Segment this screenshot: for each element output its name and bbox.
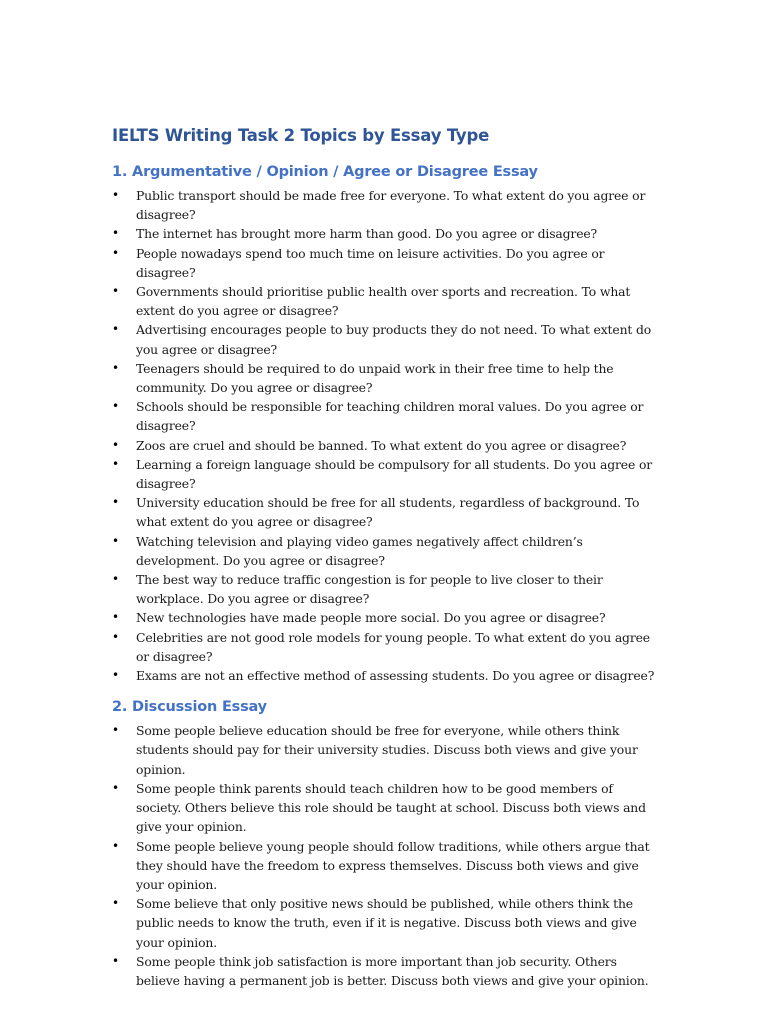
bullet-icon: • [112, 838, 119, 853]
bullet-icon: • [112, 495, 119, 510]
topic-list-argumentative [112, 186, 657, 685]
topic-text: Some believe that only positive news should be published, while others think the public needs to know the truth, even if it is negative. Discuss both views and give your opinion. [136, 896, 637, 950]
list-item [112, 779, 657, 837]
bullet-icon: • [112, 629, 119, 644]
list-item [112, 244, 657, 282]
list-item [112, 532, 657, 570]
topic-text: New technologies have made people more social. Do you agree or disagree? [136, 610, 606, 626]
list-item [112, 224, 657, 243]
bullet-icon: • [112, 188, 119, 202]
topic-text: Learning a foreign language should be compulsory for all students. Do you agree or disagree? [136, 456, 653, 492]
topic-text: The best way to reduce traffic congestion is for people to live closer to their workplace. Do you agree or disagree? [136, 572, 603, 607]
topic-text: Some people think job satisfaction is more important than job security. Others believe having a permanent job is better. Discuss both views and give your opinion. [136, 953, 649, 988]
list-item [112, 721, 657, 779]
topic-text: Governments should prioritise public health over sports and recreation. To what extent do you agree or disagree? [136, 284, 631, 319]
list-item [112, 570, 657, 608]
bullet-icon: • [112, 226, 119, 241]
bullet-icon: • [112, 437, 119, 452]
bullet-icon: • [112, 284, 119, 299]
section-heading-discussion: 2. Discussion Essay [112, 699, 267, 716]
document-content [112, 124, 657, 990]
topic-text: The internet has brought more harm than good. Do you agree or disagree? [136, 226, 598, 242]
list-item [112, 608, 657, 627]
list-item [112, 359, 657, 397]
bullet-icon: • [112, 610, 119, 625]
topic-text: Zoos are cruel and should be banned. To what extent do you agree or disagree? [136, 437, 627, 453]
topic-text: Some people believe education should be free for everyone, while others think students should pay for their university studies. Discuss both views and give your opinion. [136, 723, 638, 777]
list-item [112, 397, 657, 435]
list-item [112, 837, 657, 895]
bullet-icon: • [112, 668, 119, 683]
list-item [112, 320, 657, 358]
topic-text: Schools should be responsible for teaching children moral values. Do you agree or disagree? [136, 399, 644, 434]
list-item [112, 628, 657, 666]
topic-text: University education should be free for all students, regardless of background. To what extent do you agree or disagree? [136, 495, 640, 530]
topic-text: Advertising encourages people to buy products they do not need. To what extent do you agree or disagree? [136, 322, 652, 357]
topic-text: Some people think parents should teach children how to be good members of society. Others believe this role should be taught at school. Discuss both views and give your opinion. [136, 780, 646, 835]
list-item [112, 282, 657, 320]
topic-list-discussion [112, 721, 657, 990]
topic-text: Some people believe young people should follow traditions, while others argue that they should have the freedom to express themselves. Discuss both views and give your opinion. [136, 838, 650, 892]
bullet-icon: • [112, 533, 119, 548]
bullet-icon: • [112, 896, 119, 911]
bullet-icon: • [112, 780, 119, 795]
list-item [112, 666, 657, 685]
list-item [112, 455, 657, 493]
section-heading-argumentative: 1. Argumentative / Opinion / Agree or Disagree Essay [112, 164, 538, 180]
bullet-icon: • [112, 360, 119, 375]
topic-text: Teenagers should be required to do unpaid work in their free time to help the community. Do you agree or disagree? [136, 360, 614, 396]
list-item [112, 493, 657, 531]
bullet-icon: • [112, 399, 119, 414]
list-item [112, 952, 657, 990]
bullet-icon: • [112, 245, 119, 260]
bullet-icon: • [112, 456, 119, 471]
bullet-icon: • [112, 953, 119, 968]
topic-text: Celebrities are not good role models for young people. To what extent do you agree or disagree? [136, 629, 650, 664]
list-item [112, 894, 657, 952]
list-item [112, 436, 657, 455]
page-title: IELTS Writing Task 2 Topics by Essay Type [112, 126, 490, 145]
topic-text: Watching television and playing video games negatively affect children’s development. Do you agree or disagree? [136, 533, 583, 568]
topic-text: People nowadays spend too much time on leisure activities. Do you agree or disagree? [136, 245, 605, 280]
bullet-icon: • [112, 723, 119, 738]
bullet-icon: • [112, 322, 119, 337]
topic-text: Exams are not an effective method of assessing students. Do you agree or disagree? [136, 668, 655, 684]
list-item [112, 186, 657, 224]
topic-text: Public transport should be made free for everyone. To what extent do you agree or disagree? [136, 188, 646, 223]
bullet-icon: • [112, 572, 119, 587]
